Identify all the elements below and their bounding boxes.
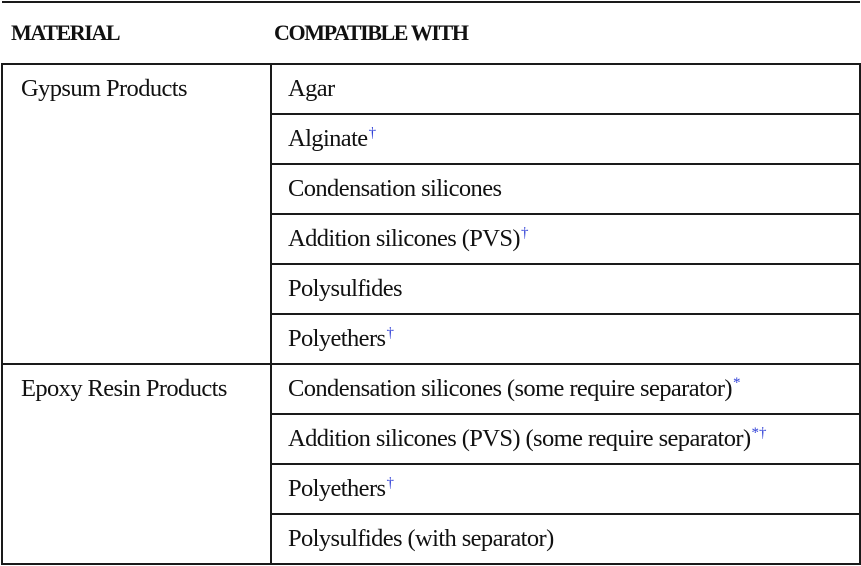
compatible-cell — [271, 114, 860, 164]
table-row — [2, 364, 860, 414]
material-cell: Gypsum Products — [2, 64, 271, 364]
footnote-mark: † — [386, 475, 394, 491]
table-row — [2, 64, 860, 114]
compatible-cell — [271, 164, 860, 214]
compatible-material-text: Condensation silicones (some require separator) — [288, 375, 732, 402]
compatible-material-text: Addition silicones (PVS) — [288, 225, 520, 252]
compatible-cell — [271, 414, 860, 464]
footnote-mark: † — [386, 325, 394, 341]
compatible-cell — [271, 364, 860, 414]
compatible-cell — [271, 514, 860, 564]
compatible-material-text: Addition silicones (PVS) (some require separator) — [288, 425, 751, 452]
compatible-material-text: Alginate — [288, 125, 368, 152]
footnote-mark: † — [368, 125, 377, 141]
footnote-mark: *† — [751, 425, 767, 441]
table-header-row — [2, 2, 860, 64]
compatible-material-text: Condensation silicones — [288, 175, 502, 202]
compatible-material-text: Polysulfides (with separator) — [288, 525, 554, 552]
compatible-material-text: Polysulfides — [288, 275, 402, 302]
compatible-cell — [271, 214, 860, 264]
compatible-cell — [271, 64, 860, 114]
compatible-cell — [271, 464, 860, 514]
footnote-mark: † — [520, 225, 529, 241]
compatible-cell — [271, 264, 860, 314]
compatibility-table — [1, 1, 861, 565]
footnote-mark: * — [732, 375, 741, 391]
table-body — [2, 64, 860, 564]
compatible-material-text: Polyethers — [288, 475, 386, 502]
compatible-material-text: Polyethers — [288, 325, 386, 352]
compatible-cell — [271, 314, 860, 364]
compatible-material-text: Agar — [288, 75, 335, 102]
header-material: MATERIAL — [2, 2, 271, 64]
material-cell: Epoxy Resin Products — [2, 364, 271, 564]
header-compatible-with: COMPATIBLE WITH — [271, 2, 860, 64]
